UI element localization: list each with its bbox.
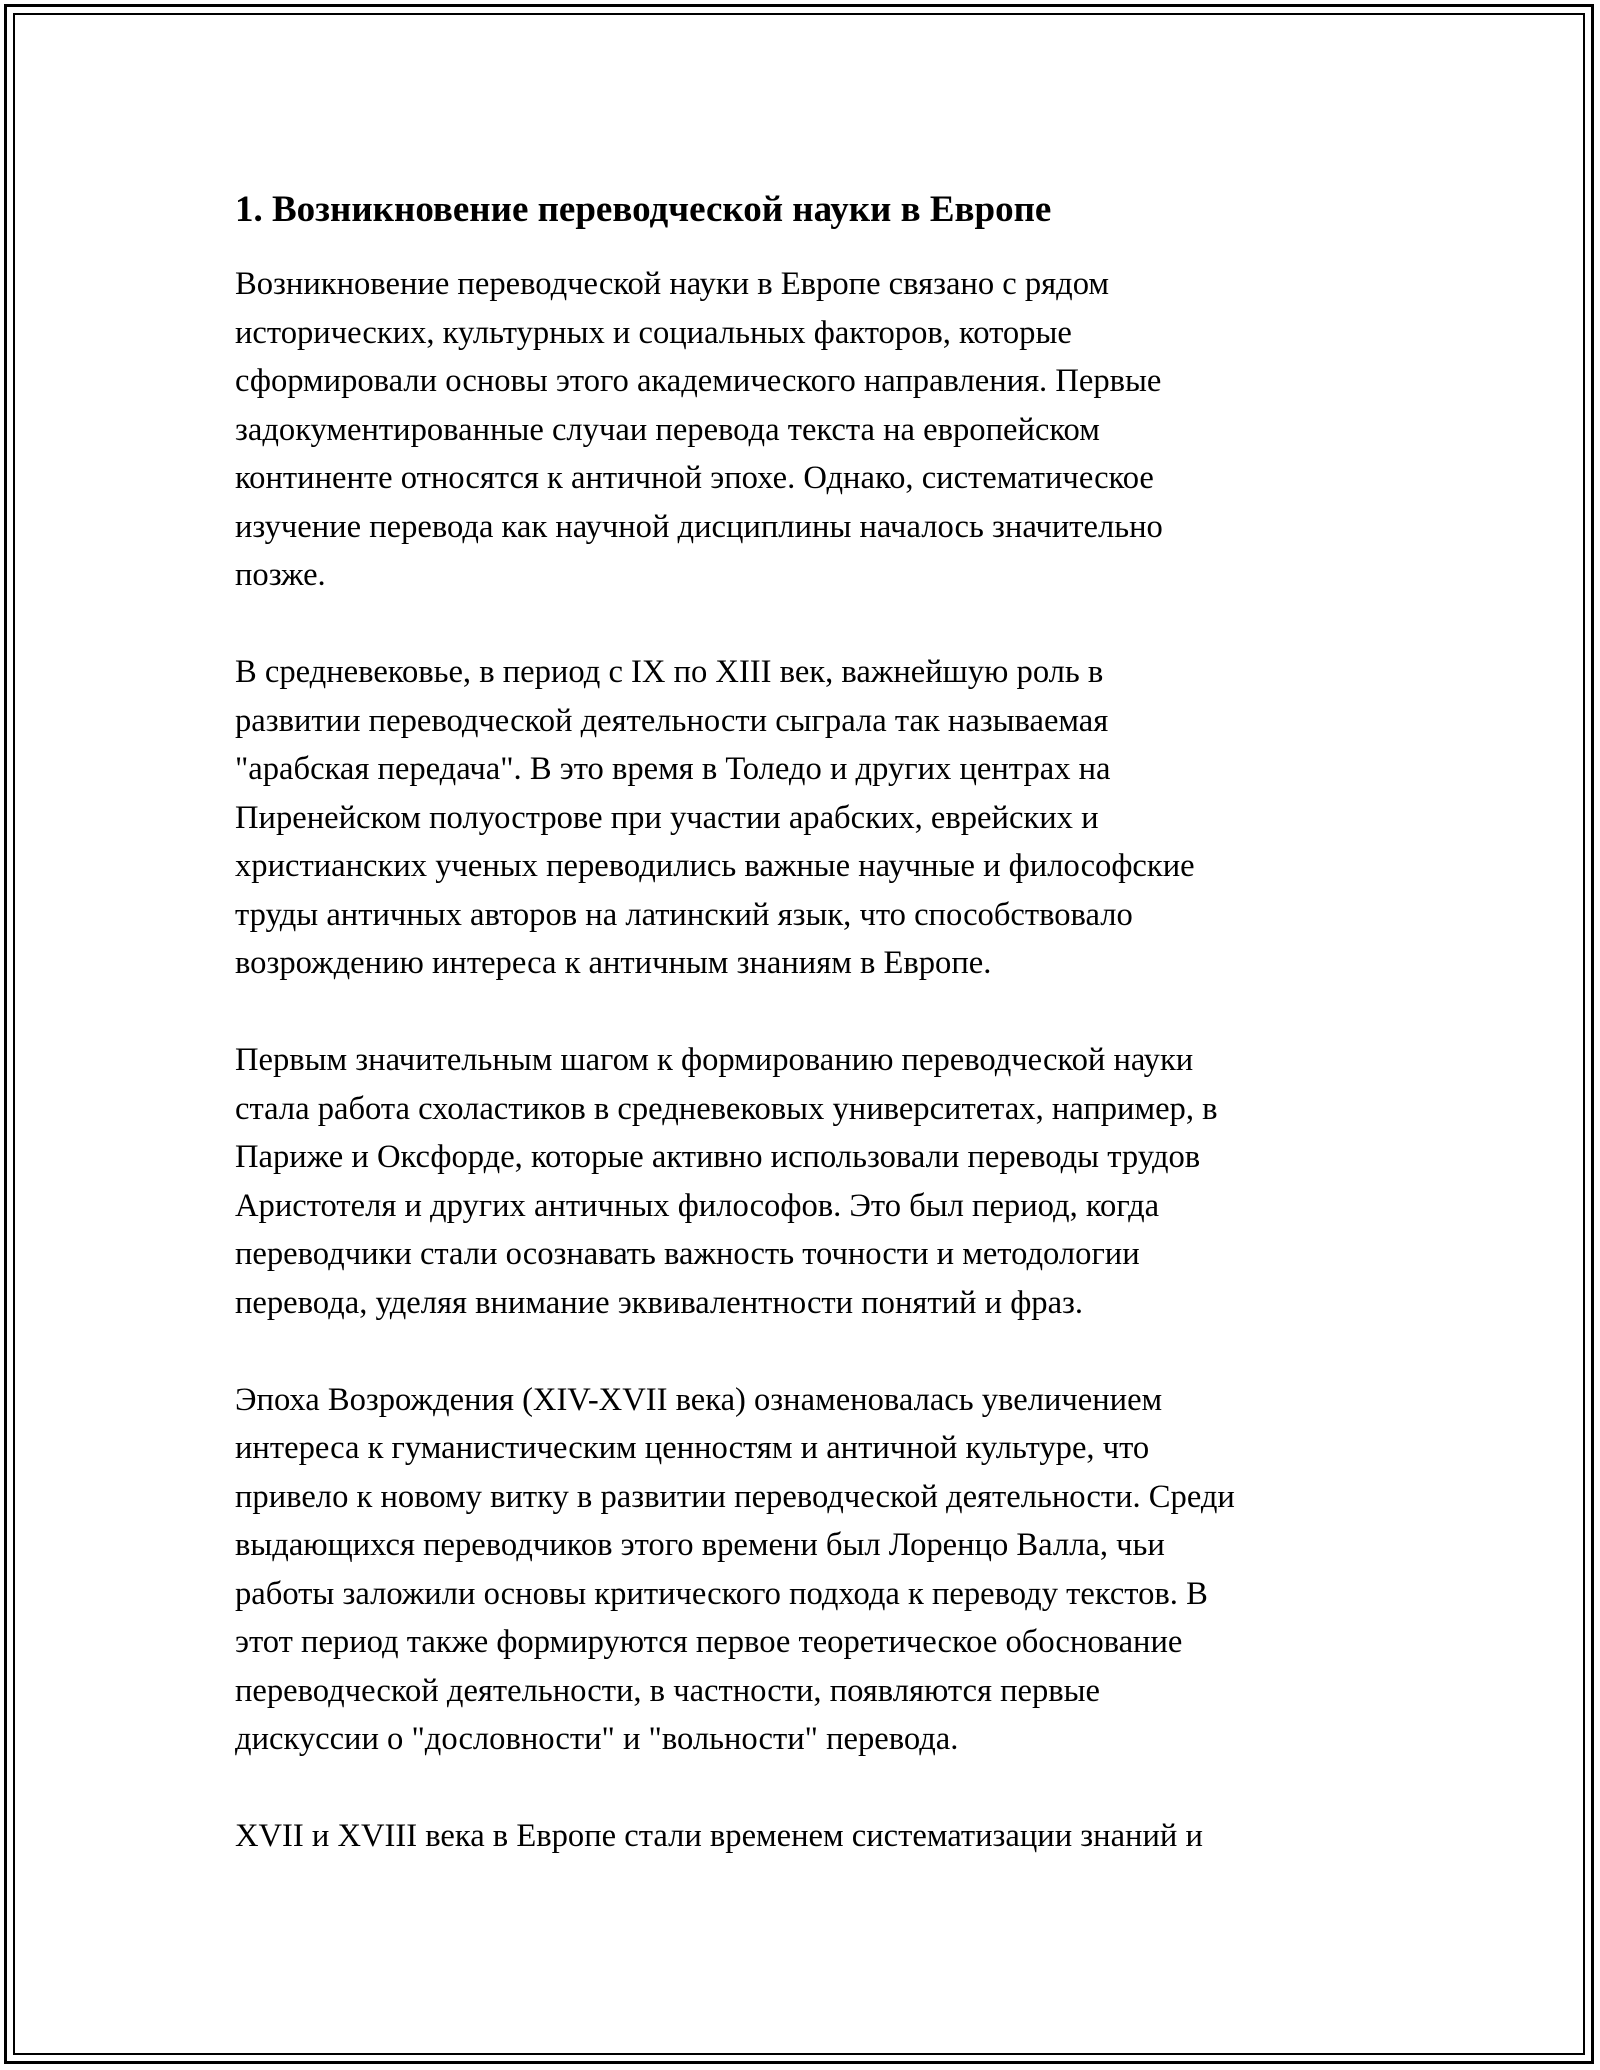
paragraph-17-18-centuries: XVII и XVIII века в Европе стали временем систематизации знаний и (235, 1818, 1203, 1854)
document-body (235, 186, 1385, 1909)
paragraph-origins: Возникновение переводческой науки в Европе связано с рядом исторических, культурных и социальных факторов, которые сформировали основы этого академического направления. Первые задокументированные случаи перевода текста на европейском континенте относятся к античной эпохе. Однако, систематическое изучение перевода как научной дисциплины началось значительно позже. (235, 266, 1163, 593)
paragraph-middle-ages: В средневековье, в период с IX по XIII век, важнейшую роль в развитии переводческой деятельности сыграла так называемая "арабская передача". В это время в Толедо и других центрах на Пиренейском полуострове при участии арабских, еврейских и христианских ученых переводились важные научные и философские труды античных авторов на латинский язык, что способствовало возрождению интереса к античным знаниям в Европе. (235, 654, 1195, 981)
paragraph-renaissance: Эпоха Возрождения (XIV-XVII века) ознаменовалась увеличением интереса к гуманистическим ценностям и античной культуре, что привело к новому витку в развитии переводческой деятельности. Среди выдающихся переводчиков этого времени был Лоренцо Валла, чьи работы заложили основы критического подхода к переводу текстов. В этот период также формируются первое теоретическое обоснование переводческой деятельности, в частности, появляются первые дискуссии о "дословности" и "вольности" перевода. (235, 1381, 1235, 1757)
section-heading: 1. Возникновение переводческой науки в Европе (235, 189, 1052, 230)
paragraph-scholastics: Первым значительным шагом к формированию переводческой науки стала работа схоластиков в средневековых университетах, например, в Париже и Оксфорде, которые активно использовали переводы трудов Аристотеля и других античных философов. Это был период, когда переводчики стали осознавать важность точности и методологии перевода, уделяя внимание эквивалентности понятий и фраз. (235, 1042, 1218, 1321)
